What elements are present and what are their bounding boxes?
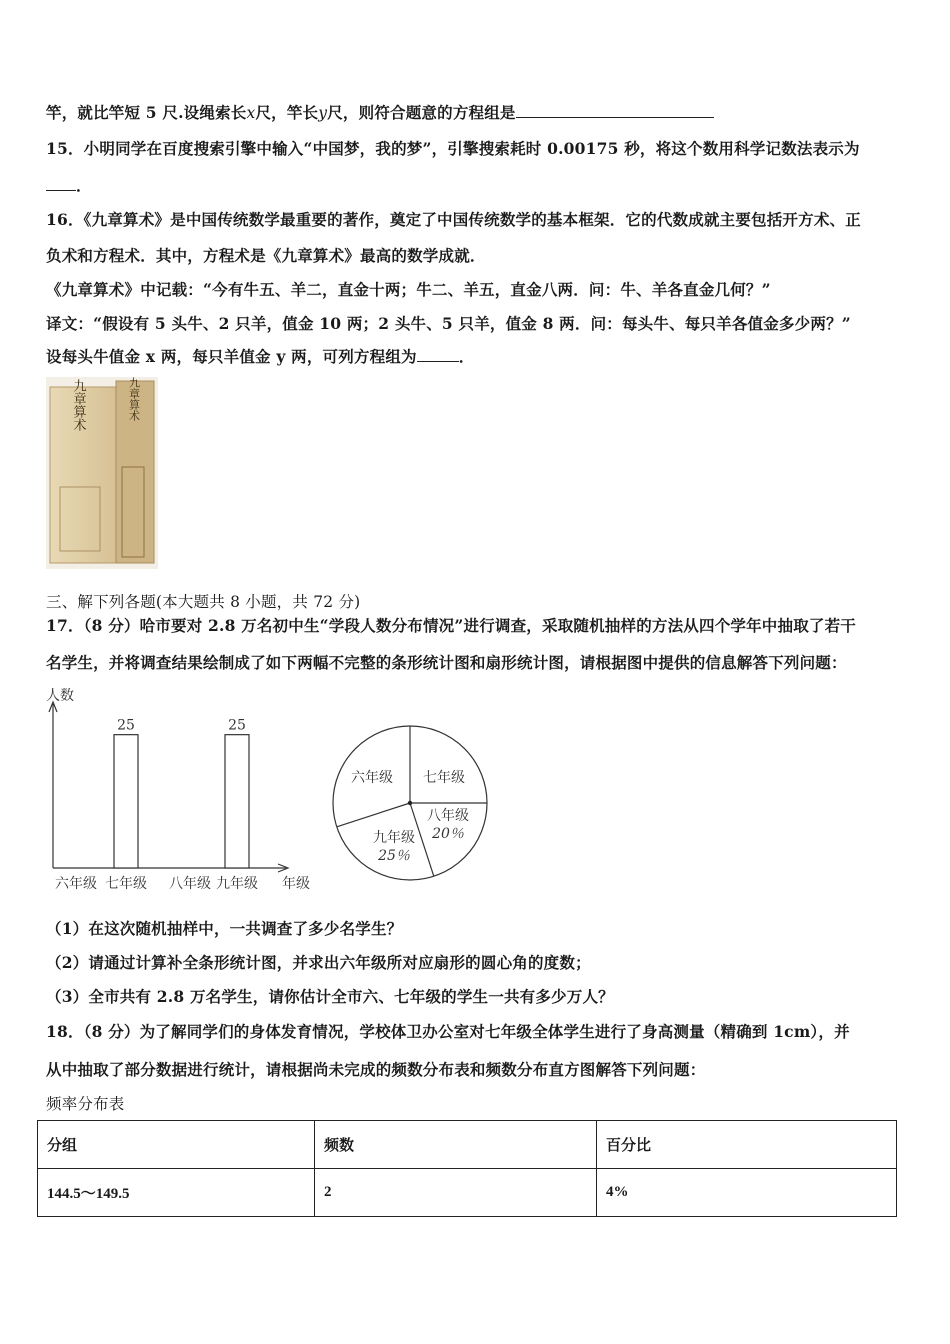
bar-category-label: 九年级 xyxy=(216,876,258,892)
q14-text-2: 尺，竿长 xyxy=(255,103,319,122)
table-row xyxy=(38,1169,897,1217)
q18-line1: 18．（8 分）为了解同学们的身体发育情况，学校体卫办公室对七年级全体学生进行了身高测量（精确到 1cm），并 xyxy=(46,1022,850,1041)
bar-value-label: 25 xyxy=(228,717,246,734)
q16-tail: ． xyxy=(458,347,475,366)
pie-slice-label: 八年级 xyxy=(427,808,469,824)
q17-sub3: （3）全市共有 2.8 万名学生，请你估计全市六、七年级的学生一共有多少万人？ xyxy=(46,987,614,1006)
bar xyxy=(225,735,249,868)
q15-tail: ． xyxy=(76,176,92,195)
q16-line5-text: 设每头牛值金 x 两，每只羊值金 y 两，可列方程组为 xyxy=(46,347,417,366)
pie-slice-label: 六年级 xyxy=(351,770,393,786)
pie-slice-label: 九年级 xyxy=(373,830,415,846)
pie-slice-label: 七年级 xyxy=(423,770,465,786)
q16-line2: 负术和方程术．其中，方程术是《九章算术》最高的数学成就． xyxy=(46,246,486,265)
book-title: 九章算术 xyxy=(70,379,86,431)
q17-sub2: （2）请通过计算补全条形统计图，并求出六年级所对应扇形的圆心角的度数； xyxy=(46,953,591,972)
pie-chart xyxy=(332,724,496,884)
q17-sub1: （1）在这次随机抽样中，一共调查了多少名学生？ xyxy=(46,919,403,938)
bar xyxy=(114,735,138,868)
table-header-row xyxy=(38,1121,897,1169)
q16-line4: 译文：“假设有 5 头牛、2 只羊，值金 10 两；2 头牛、5 只羊，值金 8 两．问：每头牛、每只羊各值金多少两？” xyxy=(46,314,851,333)
bar-ylabel: 人数 xyxy=(46,688,74,704)
bar-value-label: 25 xyxy=(117,717,135,734)
section3-heading: 三、解下列各题(本大题共 8 小题，共 72 分) xyxy=(46,593,361,611)
q14-text-3: 尺，则符合题意的方程组是 xyxy=(327,103,516,122)
book-image xyxy=(46,377,158,569)
table-cell: 2 xyxy=(315,1169,597,1217)
q14-tail-line xyxy=(46,101,714,123)
q15-line1: 15．小明同学在百度搜索引擎中输入“中国梦，我的梦”，引擎搜索耗时 0.00175 秒，将这个数用科学记数法表示为 xyxy=(46,139,860,158)
bar-xlabel: 年级 xyxy=(282,876,310,892)
answer-blank[interactable] xyxy=(417,347,459,362)
q18-line2: 从中抽取了部分数据进行统计，请根据尚未完成的频数分布表和频数分布直方图解答下列问题： xyxy=(46,1060,706,1079)
q17-line2: 名学生，并将调查结果绘制成了如下两幅不完整的条形统计图和扇形统计图，请根据图中提供的信息解答下列问题： xyxy=(46,653,847,672)
answer-blank[interactable] xyxy=(46,176,76,191)
q18-table-title: 频率分布表 xyxy=(46,1095,125,1113)
book-spine-title: 九章算术 xyxy=(127,377,141,421)
table-cell: 4% xyxy=(597,1169,897,1217)
q16-line1: 16．《九章算术》是中国传统数学最重要的著作，奠定了中国传统数学的基本框架．它的代数成就主要包括开方术、正 xyxy=(46,210,861,229)
var-x: x xyxy=(246,104,256,122)
pie-slice-percent: 25％ xyxy=(378,848,410,864)
pie-slice-percent: 20％ xyxy=(432,826,464,842)
bar-category-label: 六年级 xyxy=(55,876,97,892)
table-header: 分组 xyxy=(38,1121,315,1169)
q16-line3: 《九章算术》中记载：“今有牛五、羊二，直金十两；牛二、羊五，直金八两．问：牛、羊各直金几何？” xyxy=(46,280,771,299)
bar-category-label: 七年级 xyxy=(105,876,147,892)
q14-text-1: 竿，就比竿短 5 尺.设绳索长 xyxy=(46,103,247,122)
pie-center xyxy=(408,801,412,805)
answer-blank[interactable] xyxy=(516,103,714,118)
table-header: 百分比 xyxy=(597,1121,897,1169)
table-cell: 144.5～149.5 xyxy=(38,1169,315,1217)
q15-line2 xyxy=(46,174,92,196)
q17-line1: 17．（8 分）哈市要对 2.8 万名初中生“学段人数分布情况”进行调查，采取随机抽样的方法从四个学年中抽取了若干 xyxy=(46,616,856,635)
frequency-table xyxy=(37,1120,897,1217)
q16-line5 xyxy=(46,345,474,367)
var-y: y xyxy=(318,104,328,122)
bar-category-label: 八年级 xyxy=(169,876,211,892)
table-header: 频数 xyxy=(315,1121,597,1169)
bar-chart xyxy=(46,684,326,896)
